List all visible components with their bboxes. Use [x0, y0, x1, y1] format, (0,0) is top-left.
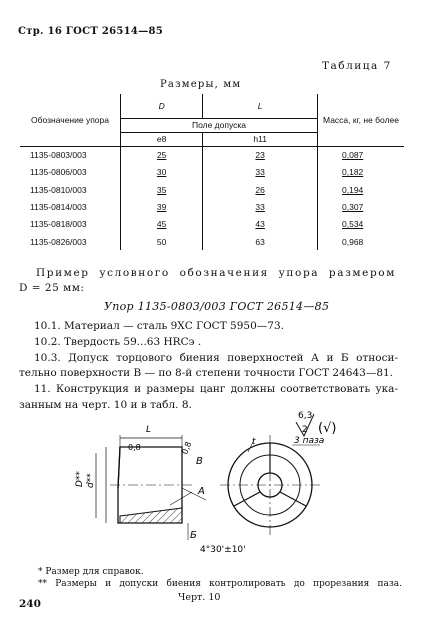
tolerance-header: Поле допуска [121, 118, 318, 132]
label-D: D** [75, 471, 85, 487]
tol-D-header: e8 [121, 132, 203, 146]
table-row: 1135-0818/003 45 43 0,534 [20, 216, 404, 233]
tol-L-header: h11 [203, 132, 318, 146]
table-units-label: Размеры, мм [160, 79, 242, 90]
table-number: Таблица 7 [322, 60, 392, 72]
example-line-1: Пример условного обозначения упора размером [36, 267, 396, 279]
label-B-surface: Б [190, 530, 197, 541]
paragraph-runout-2: тельно поверхности В — по 8-й степени точности ГОСТ 24643—81. [19, 367, 394, 379]
example-line-2: D = 25 мм: [19, 282, 85, 294]
label-chamfer-left: 0,8 [128, 443, 141, 452]
front-view [220, 435, 320, 535]
page-header: Стр. 16 ГОСТ 26514—85 [18, 26, 164, 37]
svg-text:6,3: 6,3 [298, 411, 313, 421]
label-slots: 3 паза [294, 436, 325, 446]
label-slot-width: 2 [302, 425, 308, 435]
paragraph-material: 10.1. Материал — сталь 9ХС ГОСТ 5950—73. [34, 320, 284, 332]
footnote-1: * Размер для справок. [38, 567, 144, 577]
svg-text:(√): (√) [318, 421, 337, 436]
label-A: А [198, 486, 205, 497]
technical-drawing [0, 410, 438, 570]
label-L: L [146, 425, 152, 435]
footnote-2: ** Размеры и допуски биения контролировать до прорезания паза. [38, 579, 402, 589]
label-taper-angle: 4°30'±10' [200, 545, 246, 555]
dimensions-table [20, 94, 404, 250]
drawing-caption: Черт. 10 [178, 592, 221, 603]
label-B: В [196, 456, 203, 467]
table-row: 1135-0814/003 39 33 0,307 [20, 198, 404, 215]
paragraph-collets-1: 11. Конструкция и размеры цанг должны соответствовать ука- [34, 383, 398, 395]
table-row: 1135-0810/003 35 26 0,194 [20, 181, 404, 198]
col-mass-header: Масса, кг, не более [318, 94, 405, 146]
paragraph-runout-1: 10.3. Допуск торцового биения поверхностей А и Б относи- [34, 352, 398, 364]
example-designation: Упор 1135-0803/003 ГОСТ 26514—85 [104, 300, 330, 313]
col-D-header: D [121, 94, 203, 118]
col-L-header: L [203, 94, 318, 118]
label-t: t [252, 437, 256, 447]
page-number: 240 [19, 598, 41, 610]
col-designation-header: Обозначение упора [20, 94, 121, 146]
table-row: 1135-0803/003 25 23 0,087 [20, 146, 404, 164]
label-d: d** [86, 473, 96, 488]
paragraph-collets-2: занным на черт. 10 и в табл. 8. [19, 399, 192, 411]
label-chamfer-right: 0,8 [180, 440, 194, 456]
table-row: 1135-0826/003 50 63 0,968 [20, 233, 404, 250]
paragraph-hardness: 10.2. Твердость 59...63 HRCэ . [34, 336, 202, 348]
table-row: 1135-0806/003 30 33 0,182 [20, 164, 404, 181]
